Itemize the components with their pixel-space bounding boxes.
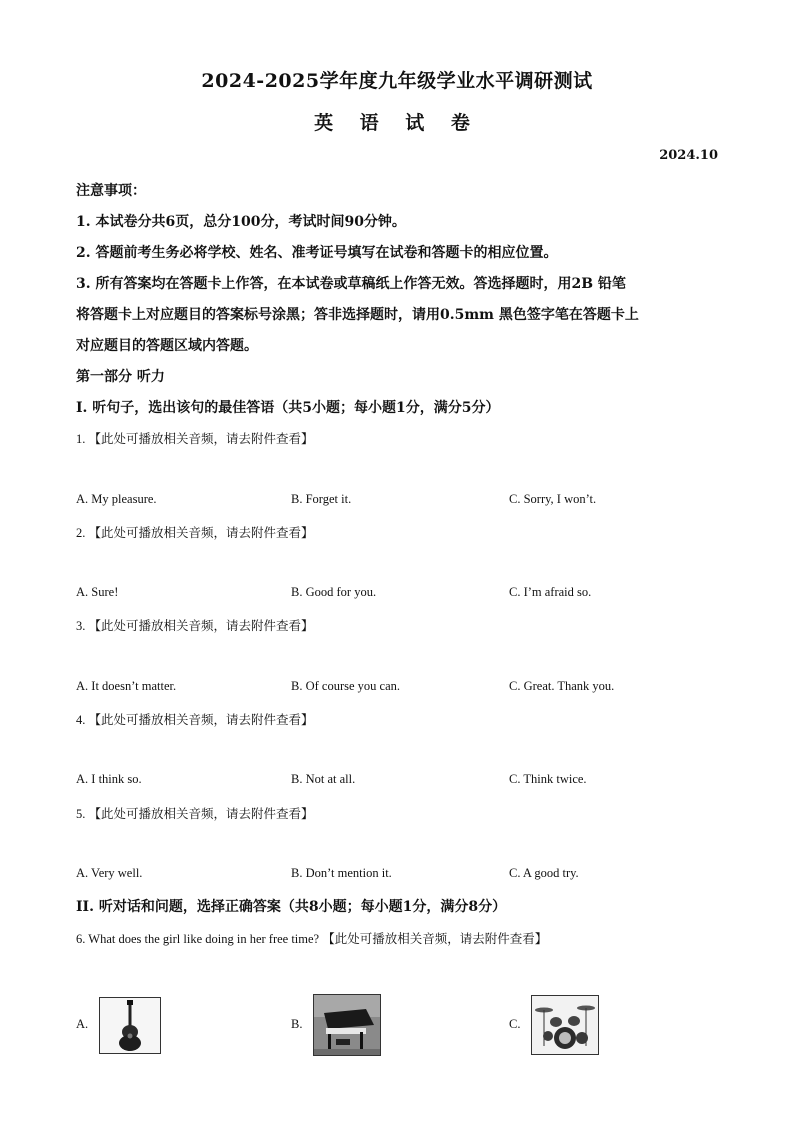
question-3-prompt: 3. 【此处可播放相关音频，请去附件查看】: [76, 619, 314, 633]
section-1-title: I. 听句子，选出该句的最佳答语（共5小题；每小题1分，满分5分）: [76, 400, 500, 416]
question-6-option-b-label: B.: [291, 1017, 303, 1031]
drum-kit-image: [531, 995, 599, 1055]
question-5-option-a: A. Very well.: [76, 866, 143, 880]
question-2-option-c: C. I’m afraid so.: [509, 585, 592, 599]
piano-icon: [314, 995, 380, 1055]
note-line-5: 对应题目的答题区域内答题。: [76, 338, 258, 354]
question-6-option-a-label: A.: [76, 1017, 89, 1031]
exam-date: 2024.10: [659, 148, 718, 163]
question-3-option-b: B. Of course you can.: [291, 679, 400, 693]
exam-title: 2024-2025学年度九年级学业水平调研测试: [201, 70, 593, 92]
drum-kit-icon: [532, 996, 598, 1054]
subject-title: 英 语 试 卷: [314, 112, 480, 134]
question-5-option-c: C. A good try.: [509, 866, 579, 880]
section-2-title: II. 听对话和问题，选择正确答案（共8小题；每小题1分，满分8分）: [76, 899, 507, 915]
question-1-option-c: C. Sorry, I won’t.: [509, 492, 597, 506]
question-1-option-a: A. My pleasure.: [76, 492, 157, 506]
question-1-option-b: B. Forget it.: [291, 492, 352, 506]
notes-heading: 注意事项：: [76, 183, 146, 199]
piano-image: [313, 994, 381, 1056]
question-6-option-c-label: C.: [509, 1017, 521, 1031]
guitar-image: [99, 997, 161, 1054]
question-2-option-b: B. Good for you.: [291, 585, 377, 599]
note-line-1: 1. 本试卷分共6页，总分100分，考试时间90分钟。: [76, 214, 406, 230]
note-line-4: 将答题卡上对应题目的答案标号涂黑；答非选择题时，请用0.5mm 黑色签字笔在答题卡上: [76, 307, 639, 323]
question-5-prompt: 5. 【此处可播放相关音频，请去附件查看】: [76, 807, 314, 821]
question-2-prompt: 2. 【此处可播放相关音频，请去附件查看】: [76, 526, 314, 540]
question-4-prompt: 4. 【此处可播放相关音频，请去附件查看】: [76, 713, 314, 727]
question-4-option-b: B. Not at all.: [291, 772, 356, 786]
guitar-icon: [100, 998, 160, 1053]
question-4-option-c: C. Think twice.: [509, 772, 587, 786]
question-1-prompt: 1. 【此处可播放相关音频，请去附件查看】: [76, 432, 314, 446]
note-line-3: 3. 所有答案均在答题卡上作答，在本试卷或草稿纸上作答无效。答选择题时，用2B 铅笔: [76, 276, 626, 292]
question-3-option-a: A. It doesn’t matter.: [76, 679, 177, 693]
question-5-option-b: B. Don’t mention it.: [291, 866, 392, 880]
part-title: 第一部分 听力: [76, 369, 165, 385]
question-2-option-a: A. Sure!: [76, 585, 119, 599]
question-6-prompt: 6. What does the girl like doing in her free time? 【此处可播放相关音频，请去附件查看】: [76, 932, 548, 946]
question-3-option-c: C. Great. Thank you.: [509, 679, 615, 693]
note-line-2: 2. 答题前考生务必将学校、姓名、准考证号填写在试卷和答题卡的相应位置。: [76, 245, 558, 261]
question-4-option-a: A. I think so.: [76, 772, 142, 786]
